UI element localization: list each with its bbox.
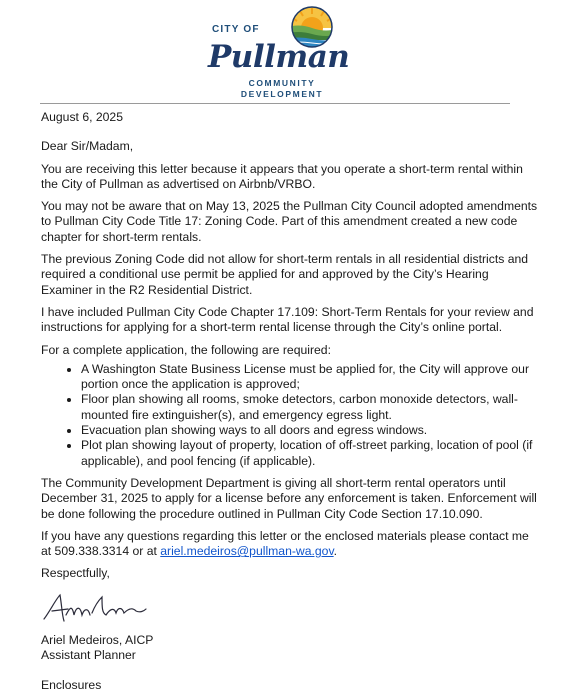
signer-name: Ariel Medeiros, AICP <box>41 633 154 647</box>
department-line-2: DEVELOPMENT <box>240 89 324 99</box>
letterhead <box>0 0 573 104</box>
list-item: • Floor plan showing all rooms, smoke detectors, carbon monoxide detectors, wall-mounted fire extinguisher(s), and emergency egress light. <box>81 392 541 423</box>
letter-body <box>41 110 541 582</box>
signature-block <box>41 633 153 664</box>
salutation: Dear Sir/Madam, <box>41 139 134 154</box>
requirements-list <box>41 362 541 469</box>
signer-title: Assistant Planner <box>41 648 136 663</box>
department-line-1: COMMUNITY <box>248 78 316 88</box>
handwritten-signature <box>40 589 150 629</box>
paragraph-amendment: You may not be aware that on May 13, 2025 the Pullman City Council adopted amendments to Pullman City Code Title 17: Zoning Code. Part of this amendment created a new code chapter for short-term rentals. <box>41 199 538 244</box>
enclosures-label: Enclosures <box>41 678 102 692</box>
city-of-label: CITY OF <box>212 24 260 35</box>
paragraph-previous-code: The previous Zoning Code did not allow for short-term rentals in all residential districts and required a conditional use permit be applied for and approved by the City’s Hearing Examiner in the R2 Residential District. <box>41 252 529 297</box>
header-divider <box>40 103 510 104</box>
closing: Respectfully, <box>41 566 110 581</box>
paragraph-intro: You are receiving this letter because it appears that you operate a short-term rental within the City of Pullman as advertised on Airbnb/VRBO. <box>41 161 523 191</box>
letter-date: August 6, 2025 <box>41 110 123 124</box>
list-item: • Plot plan showing layout of property, location of off-street parking, location of pool (if applicable), and pool fencing (if applicable). <box>81 438 541 469</box>
contact-suffix: . <box>333 544 338 559</box>
paragraph-included-chapter: I have included Pullman City Code Chapter 17.109: Short-Term Rentals for your review and instructions for applying for a short-term rental license through the City’s online portal. <box>41 304 534 335</box>
contact-email-link[interactable]: ariel.medeiros@pullman-wa.gov <box>160 544 334 559</box>
list-item: • Evacuation plan showing ways to all doors and egress windows. <box>81 423 541 438</box>
list-item: • A Washington State Business License must be applied for, the City will approve our portion once the application is approved; <box>81 362 541 393</box>
paragraph-enforcement: The Community Development Department is giving all short-term rental operators until December 31, 2025 to apply for a license before any enforcement is taken. Enforcement will be done following the procedure outlined in Pullman City Code Section 17.10.090. <box>41 475 537 521</box>
contact-text: If you have any questions regarding this letter or the enclosed materials please contact me at 509.338.3314 or at <box>41 528 529 559</box>
brand-wordmark: Pullman <box>208 39 350 75</box>
paragraph-contact <box>41 529 541 560</box>
paragraph-requirements-intro: For a complete application, the following are required: <box>41 342 331 357</box>
